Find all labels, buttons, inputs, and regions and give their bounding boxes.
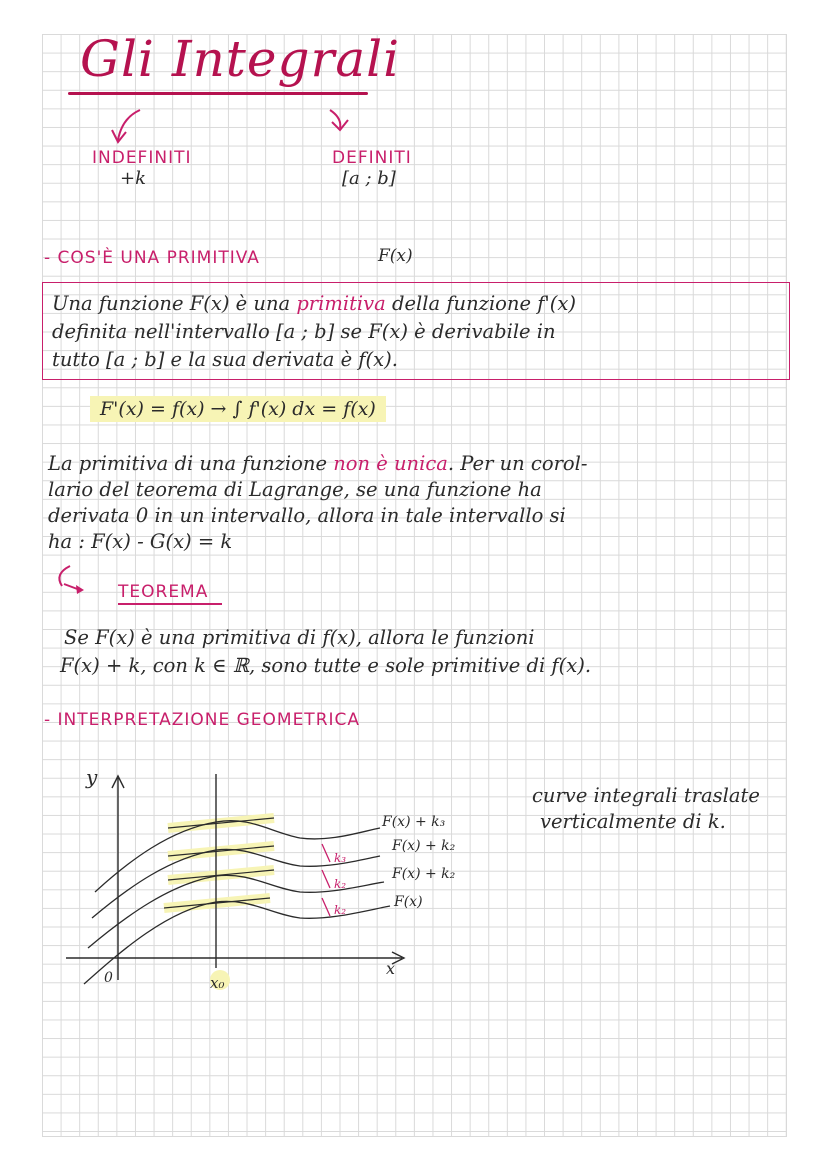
definition-line-3: tutto [a ; b] e la sua derivata è f(x). — [52, 348, 398, 371]
gap-label: k₃ — [334, 851, 347, 865]
branch-indefiniti: INDEFINITI — [92, 148, 192, 168]
non-unica-term: non è unica — [333, 452, 448, 475]
section-symbol: F(x) — [378, 246, 413, 266]
section-heading-primitiva: - COS'È UNA PRIMITIVA — [44, 248, 260, 268]
curve-label: F(x) + k₂ — [392, 838, 456, 854]
x0-label: x₀ — [210, 974, 225, 992]
gap-k3-marker — [322, 844, 330, 862]
caption-line-2: verticalmente di k. — [540, 810, 726, 833]
x-axis-label: x — [386, 959, 396, 978]
paragraph-line-3: derivata 0 in un intervallo, allora in tale intervallo si — [48, 504, 566, 527]
paragraph-line-1: La primitiva di una funzione non è unica. Per un corol- — [48, 452, 588, 475]
gap-k2-marker — [322, 870, 330, 888]
theorem-line-1: Se F(x) è una primitiva di f(x), allora le funzioni — [64, 626, 535, 649]
theorem-label: TEOREMA — [118, 582, 209, 602]
curve-label: F(x) — [394, 894, 423, 910]
paragraph-line-4: ha : F(x) - G(x) = k — [48, 530, 233, 553]
caption-line-1: curve integrali traslate — [532, 784, 760, 807]
definition-line-1: Una funzione F(x) è una primitiva della funzione f'(x) — [52, 292, 577, 315]
branch-indefiniti-sub: +k — [120, 168, 146, 189]
page-title: Gli Integrali — [80, 30, 401, 88]
section-heading-geometrica: - INTERPRETAZIONE GEOMETRICA — [44, 710, 361, 730]
branch-definiti-sub: [a ; b] — [342, 168, 396, 189]
gap-k2-marker — [322, 898, 330, 916]
curve-label: F(x) + k₃ — [382, 814, 446, 830]
curve-label: F(x) + k₂ — [392, 866, 456, 882]
y-axis-label: y — [86, 765, 98, 789]
theorem-line-2: F(x) + k, con k ∈ ℝ, sono tutte e sole primitive di f(x). — [60, 654, 592, 677]
gap-label: k₂ — [334, 903, 347, 917]
primitiva-term: primitiva — [296, 292, 386, 315]
branch-definiti: DEFINITI — [332, 148, 412, 168]
formula-highlight: F'(x) = f(x) → ∫ f'(x) dx = f(x) — [90, 396, 386, 422]
paragraph-line-2: lario del teorema di Lagrange, se una funzione ha — [48, 478, 542, 501]
definition-line-2: definita nell'intervallo [a ; b] se F(x) è derivabile in — [52, 320, 556, 343]
gap-label: k₂ — [334, 877, 347, 891]
origin-label: 0 — [104, 970, 113, 986]
